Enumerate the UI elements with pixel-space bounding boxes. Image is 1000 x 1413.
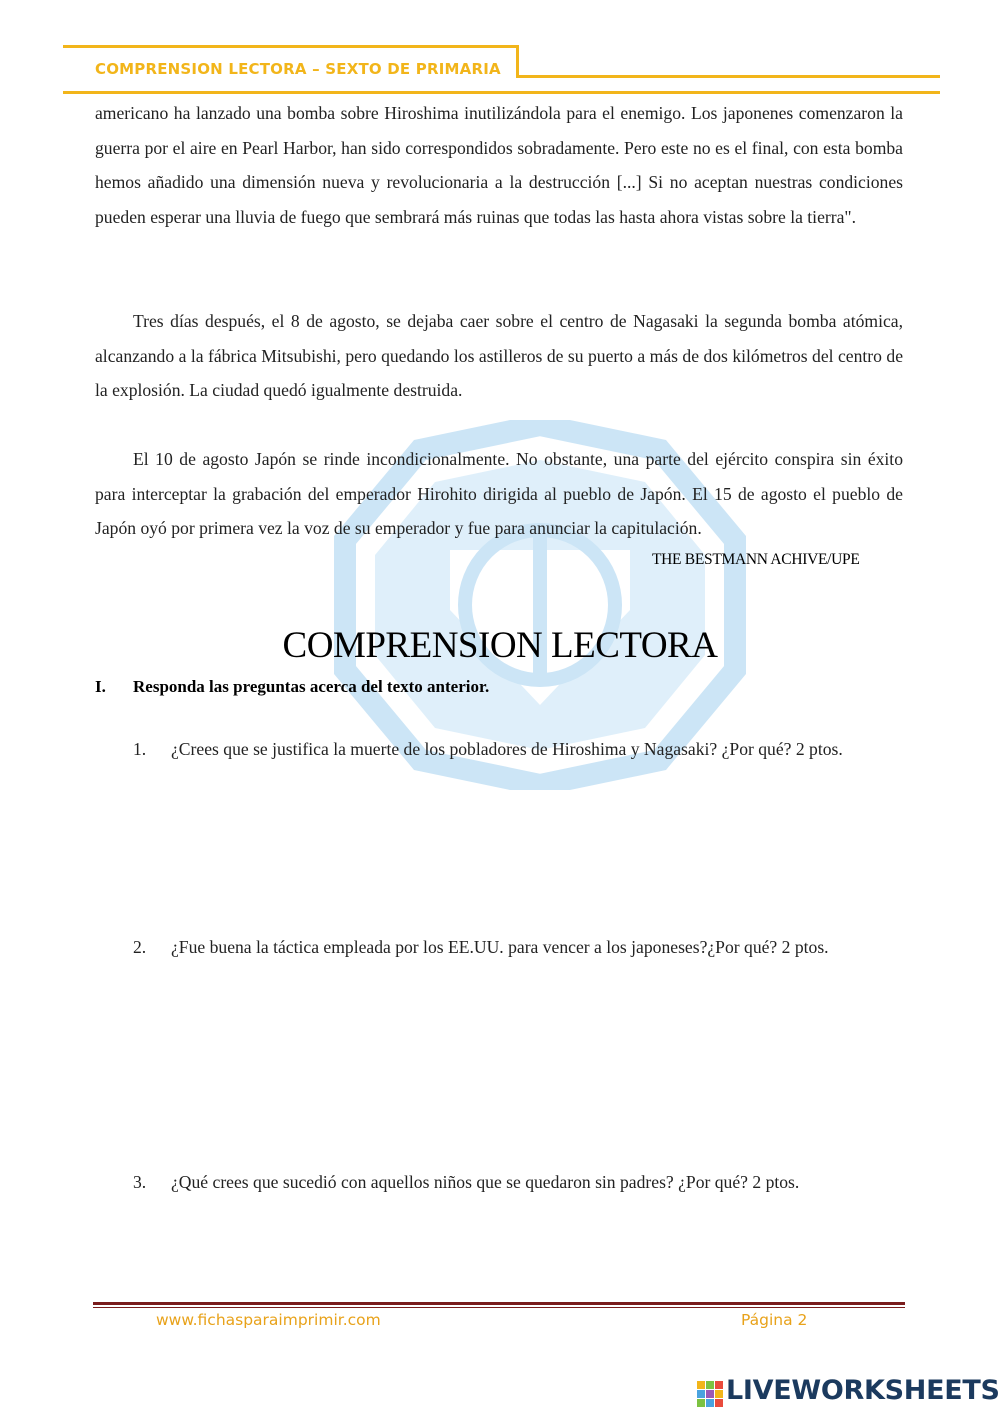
question-3-text: ¿Qué crees que sucedió con aquellos niños que se quedaron sin padres? ¿Por qué? 2 ptos. bbox=[171, 1172, 800, 1192]
paragraph-1: americano ha lanzado una bomba sobre Hiroshima inutilizándola para el enemigo. Los japonenes comenzaron la guerra por el aire en Pearl Harbor, han sido correspondidos sobradamente. Pero este no es el final, con esta bomba hemos añadido una dimensión nueva y revolucionaria a la destrucción [...] Si no aceptan nuestras condiciones pueden esperar una lluvia de fuego que sembrará más ruinas que todas las hasta ahora vistas sobre la tierra". bbox=[95, 103, 903, 227]
header-title: COMPRENSION LECTORA – SEXTO DE PRIMARIA bbox=[95, 60, 501, 78]
paragraph-3: El 10 de agosto Japón se rinde incondicionalmente. No obstante, una parte del ejército conspira sin éxito para interceptar la grabación del emperador Hirohito dirigida al pueblo de Japón. El 15 de agosto el pueblo de Japón oyó por primera vez la voz de su emperador y fue para anunciar la capitulación. bbox=[95, 449, 903, 538]
header-step-rule bbox=[516, 45, 519, 77]
liveworksheets-wordmark: LIVEWORKSHEETS bbox=[726, 1375, 1000, 1406]
header-right-rule bbox=[516, 75, 940, 78]
question-1-number: 1. bbox=[133, 739, 147, 759]
instruction-text: Responda las preguntas acerca del texto anterior. bbox=[133, 677, 490, 696]
instruction-number: I. bbox=[95, 677, 106, 696]
footer-rule-thin bbox=[93, 1307, 905, 1308]
header-top-rule bbox=[63, 45, 518, 48]
header-bottom-rule bbox=[63, 91, 940, 94]
footer-rule bbox=[93, 1302, 905, 1305]
section-title: COMPRENSION LECTORA bbox=[282, 625, 718, 666]
question-2-text: ¿Fue buena la táctica empleada por los EE.UU. para vencer a los japoneses?¿Por qué? 2 ptos. bbox=[171, 937, 829, 957]
footer-page-number: Página 2 bbox=[741, 1311, 808, 1329]
footer-url: www.fichasparaimprimir.com bbox=[156, 1311, 381, 1329]
photo-credit: THE BESTMANN ACHIVE/UPE bbox=[652, 551, 860, 568]
question-3-number: 3. bbox=[133, 1172, 147, 1192]
question-2-number: 2. bbox=[133, 937, 147, 957]
paragraph-2: Tres días después, el 8 de agosto, se dejaba caer sobre el centro de Nagasaki la segunda bomba atómica, alcanzando a la fábrica Mitsubishi, pero quedando los astilleros de su puerto a más de dos kilómetros del centro de la explosión. La ciudad quedó igualmente destruida. bbox=[95, 311, 903, 400]
question-1-text: ¿Crees que se justifica la muerte de los pobladores de Hiroshima y Nagasaki? ¿Por qué? 2 ptos. bbox=[171, 739, 843, 759]
